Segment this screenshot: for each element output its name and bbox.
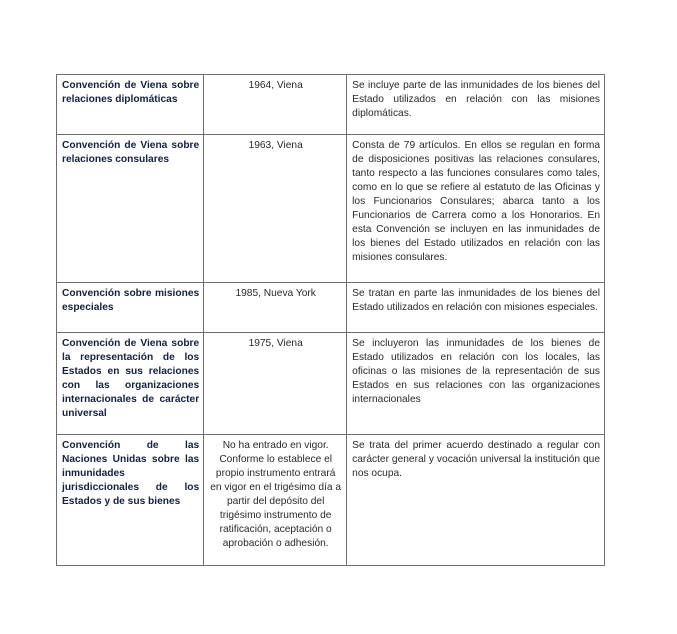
- convention-name-cell: Convención de Viena sobre relaciones consulares: [57, 135, 204, 283]
- convention-name-cell: Convención de Viena sobre relaciones diplomáticas: [57, 75, 204, 135]
- table-row: [57, 75, 605, 135]
- convention-date-cell: 1963, Viena: [204, 135, 347, 283]
- convention-name-cell: Convención sobre misiones especiales: [57, 283, 204, 333]
- table-row: [57, 435, 605, 566]
- convention-name-cell: Convención de las Naciones Unidas sobre las inmunidades jurisdiccionales de los Estados y de sus bienes: [57, 435, 204, 566]
- convention-date-cell: 1985, Nueva York: [204, 283, 347, 333]
- convention-description-cell: Consta de 79 artículos. En ellos se regulan en forma de disposiciones positivas las relaciones consulares, tanto respecto a las funciones consulares como tales, como en lo que se refiere al estatuto de las Oficinas y los Funcionarios Consulares; abarca tanto a los Funcionarios de Carrera como a los Honorarios. En esta Convención se incluyen en las inmunidades de los bienes del Estado utilizados en relación con las misiones consulares.: [347, 135, 605, 283]
- table-row: [57, 283, 605, 333]
- convention-date-cell: 1975, Viena: [204, 333, 347, 435]
- convention-date-cell: 1964, Viena: [204, 75, 347, 135]
- convention-name-cell: Convención de Viena sobre la representación de los Estados en sus relaciones con las organizaciones internacionales de carácter universal: [57, 333, 204, 435]
- table-row: [57, 333, 605, 435]
- convention-description-cell: Se incluyeron las inmunidades de los bienes de Estado utilizados en relación con los locales, las oficinas o las misiones de la representación de sus Estados en sus relaciones con las organizaciones internacionales: [347, 333, 605, 435]
- convention-description-cell: Se tratan en parte las inmunidades de los bienes del Estado utilizados en relación con misiones especiales.: [347, 283, 605, 333]
- convention-description-cell: Se trata del primer acuerdo destinado a regular con carácter general y vocación universal la institución que nos ocupa.: [347, 435, 605, 566]
- convention-date-cell: No ha entrado en vigor. Conforme lo establece el propio instrumento entrará en vigor en el trigésimo día a partir del depósito del trigésimo instrumento de ratificación, aceptación o aprobación o adhesión.: [204, 435, 347, 566]
- table-row: [57, 135, 605, 283]
- convention-description-cell: Se incluye parte de las inmunidades de los bienes del Estado utilizados en relación con las misiones diplomáticas.: [347, 75, 605, 135]
- conventions-table: [56, 74, 605, 566]
